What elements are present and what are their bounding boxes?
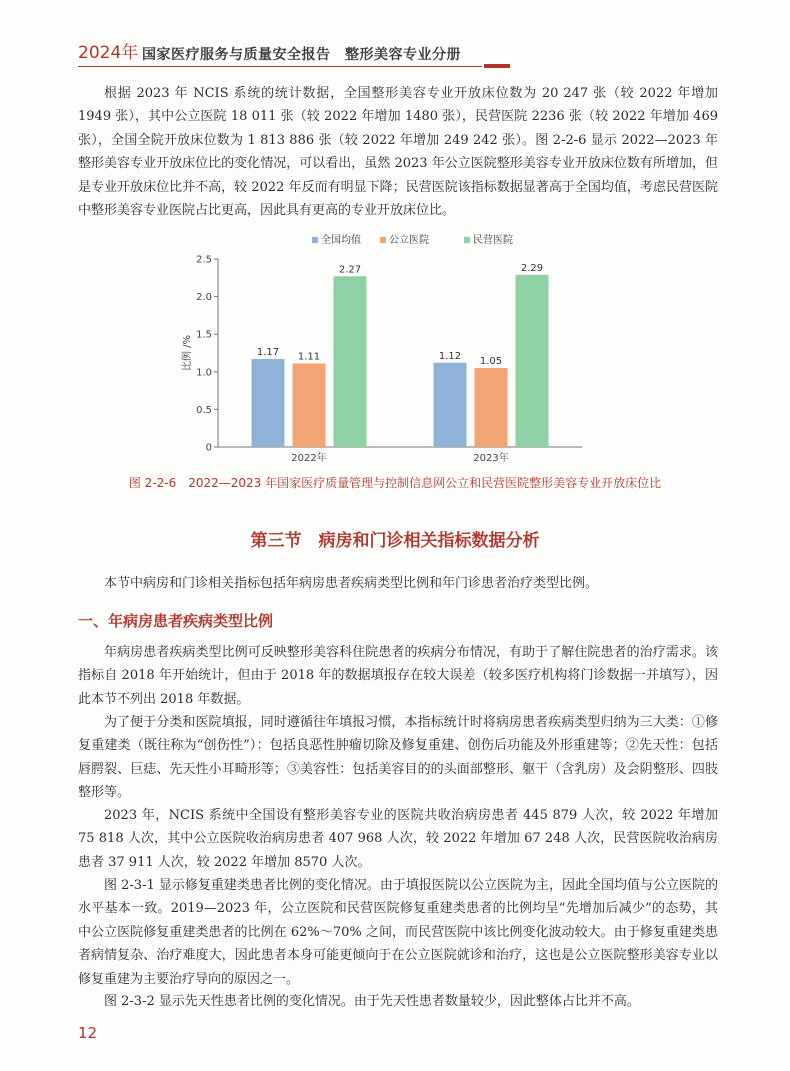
y-tick-label: 2.5 — [196, 254, 212, 266]
paragraph-2023-stats: 2023 年，NCIS 系统中全国设有整形美容专业的医院共收治病房患者 445 879 人次，较 2022 年增加 75 818 人次，其中公立医院收治病房患者 407 968 人次，较 2022 年增加 67 248 人次，民营医院收治病房患者 37 911 人次，较 2022 年增加 8570 人次。 — [78, 808, 718, 870]
header-year: 2024年 — [78, 43, 139, 63]
header-title: 国家医疗服务与质量安全报告 整形美容专业分册 — [142, 47, 461, 63]
paragraph-congenital: 图 2-3-2 显示先天性患者比例的变化情况。由于先天性患者数量较少，因此整体占比并不高。 — [104, 994, 640, 1009]
data-label: 2.29 — [520, 262, 544, 274]
bar — [475, 368, 508, 447]
legend-label: 公立医院 — [389, 235, 429, 246]
y-tick-label: 2.0 — [196, 292, 212, 304]
paragraph-disease-ratio: 年病房患者疾病类型比例可反映整形美容科住院患者的疾病分布情况，有助于了解住院患者的治疗需求。该指标自 2018 年开始统计，但由于 2018 年的数据填报存在较大误差（较多医疗机构将门诊数据一并填写），因此本节不列出 2018 年数据。 — [78, 645, 718, 707]
bar — [516, 275, 549, 447]
legend-swatch — [312, 237, 318, 243]
page-number: 12 — [78, 1024, 98, 1042]
page-header — [0, 0, 790, 80]
data-label: 1.05 — [479, 356, 503, 368]
paragraph-categories: 为了便于分类和医院填报，同时遵循往年填报习惯，本指标统计时将病房患者疾病类型归纳为三大类：①修复重建类（既往称为“创伤性”）：包括良恶性肿瘤切除及修复重建、创伤后功能及外形重建等；②先天性：包括唇腭裂、巨痣、先天性小耳畸形等；③美容性：包括美容目的的头面部整形、躯干（含乳房）及会阴整形、四肢整形等。 — [78, 715, 718, 801]
y-tick-label: 1.0 — [196, 367, 212, 379]
data-label: 1.11 — [297, 351, 321, 363]
data-label: 2.27 — [338, 264, 362, 276]
bar — [252, 359, 285, 447]
bar — [334, 276, 367, 447]
bar — [293, 364, 326, 447]
legend-swatch — [380, 237, 386, 243]
y-tick-label: 0.5 — [196, 404, 212, 416]
header-accent-bar — [484, 64, 510, 68]
bar — [434, 363, 467, 447]
figure-caption: 图 2-2-6 2022—2023 年国家医疗质量管理与控制信息网公立和民营医院整形美容专业开放床位比 — [128, 476, 662, 490]
x-tick-label: 2023年 — [473, 453, 509, 464]
bed-ratio-bar-chart — [170, 228, 590, 468]
subsection-title: 一、年病房患者疾病类型比例 — [78, 612, 274, 630]
y-axis-label: 比例 /% — [182, 334, 193, 372]
header-rule — [78, 66, 482, 67]
legend-swatch — [464, 237, 470, 243]
y-tick-label: 0 — [205, 442, 212, 454]
legend-label: 民营医院 — [473, 235, 513, 246]
data-label: 1.17 — [256, 347, 280, 359]
x-tick-label: 2022年 — [291, 453, 327, 464]
data-label: 1.12 — [438, 350, 462, 362]
paragraph-repair-reconstruction: 图 2-3-1 显示修复重建类患者比例的变化情况。由于填报医院以公立医院为主，因此全国均值与公立医院的水平基本一致。2019—2023 年，公立医院和民营医院修复重建类患者的比例均呈“先增加后减少”的态势，其中公立医院修复重建类患者的比例在 62%～70% 之间，而民营医院中该比例变化波动较大。由于修复重建类患者病情复杂、治疗难度大，因此患者本身可能更倾向于在公立医院就诊和治疗，这也是公立医院整形美容专业以修复重建为主要治疗导向的原因之一。 — [78, 878, 718, 987]
section-title: 第三节 病房和门诊相关指标数据分析 — [250, 531, 540, 551]
section-intro: 本节中病房和门诊相关指标包括年病房患者疾病类型比例和年门诊患者治疗类型比例。 — [104, 576, 599, 591]
intro-paragraph: 根据 2023 年 NCIS 系统的统计数据，全国整形美容专业开放床位数为 20 247 张（较 2022 年增加 1949 张），其中公立医院 18 011 张（较 2022 年增加 1480 张），民营医院 2236 张（较 2022 年增加 469 张），全国全院开放床位数为 1 813 886 张（较 2022 年增加 249 242 张）。图 2-2-6 显示 2022—2023 年整形美容专业开放床位比的变化情况，可以看出，虽然 2023 年公立医院整形美容专业开放床位数有所增加，但是专业开放床位比并不高，较 2022 年反而有明显下降；民营医院该指标数据显著高于全国均值，考虑民营医院中整形美容专业医院占比更高，因此具有更高的专业开放床位比。 — [78, 86, 718, 219]
y-tick-label: 1.5 — [196, 329, 212, 341]
legend-label: 全国均值 — [321, 235, 361, 246]
